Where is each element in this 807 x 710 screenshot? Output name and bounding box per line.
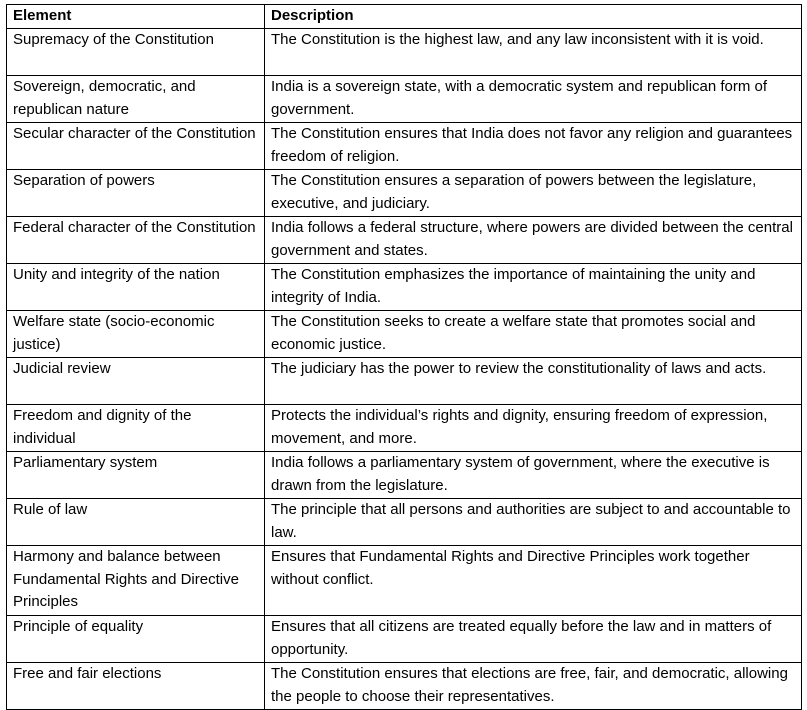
element-cell: Welfare state (socio-economic justice) (7, 311, 265, 358)
description-cell: India follows a federal structure, where powers are divided between the central government and states. (265, 217, 802, 264)
element-cell: Federal character of the Constitution (7, 217, 265, 264)
table-row (7, 311, 802, 358)
element-cell: Sovereign, democratic, and republican nature (7, 76, 265, 123)
header-element: Element (7, 5, 265, 29)
description-cell: The Constitution seeks to create a welfare state that promotes social and economic justice. (265, 311, 802, 358)
element-cell: Freedom and dignity of the individual (7, 405, 265, 452)
element-cell: Harmony and balance between Fundamental Rights and Directive Principles (7, 546, 265, 616)
element-cell: Rule of law (7, 499, 265, 546)
description-cell: The principle that all persons and authorities are subject to and accountable to law. (265, 499, 802, 546)
table-row (7, 76, 802, 123)
table-header-row (7, 5, 802, 29)
description-cell: Ensures that all citizens are treated equally before the law and in matters of opportunity. (265, 616, 802, 663)
element-cell: Parliamentary system (7, 452, 265, 499)
table-row (7, 405, 802, 452)
table-row (7, 170, 802, 217)
element-cell: Principle of equality (7, 616, 265, 663)
description-cell: Protects the individual’s rights and dignity, ensuring freedom of expression, movement, and more. (265, 405, 802, 452)
table-row (7, 123, 802, 170)
element-cell: Judicial review (7, 358, 265, 405)
table-row (7, 546, 802, 616)
description-cell: India follows a parliamentary system of government, where the executive is drawn from the legislature. (265, 452, 802, 499)
element-cell: Free and fair elections (7, 663, 265, 710)
description-cell: The Constitution ensures that elections are free, fair, and democratic, allowing the people to choose their representatives. (265, 663, 802, 710)
element-cell: Secular character of the Constitution (7, 123, 265, 170)
description-cell: India is a sovereign state, with a democratic system and republican form of government. (265, 76, 802, 123)
header-description: Description (265, 5, 802, 29)
table-row (7, 358, 802, 405)
table-row (7, 452, 802, 499)
description-cell: Ensures that Fundamental Rights and Directive Principles work together without conflict. (265, 546, 802, 616)
element-cell: Supremacy of the Constitution (7, 29, 265, 76)
table-row (7, 616, 802, 663)
table-row (7, 499, 802, 546)
description-cell: The judiciary has the power to review the constitutionality of laws and acts. (265, 358, 802, 405)
table-row (7, 29, 802, 76)
description-cell: The Constitution emphasizes the importance of maintaining the unity and integrity of India. (265, 264, 802, 311)
element-cell: Separation of powers (7, 170, 265, 217)
table-row (7, 264, 802, 311)
table-row (7, 663, 802, 710)
constitution-elements-table (6, 4, 802, 710)
table-row (7, 217, 802, 264)
description-cell: The Constitution ensures a separation of powers between the legislature, executive, and judiciary. (265, 170, 802, 217)
description-cell: The Constitution ensures that India does not favor any religion and guarantees freedom of religion. (265, 123, 802, 170)
element-cell: Unity and integrity of the nation (7, 264, 265, 311)
description-cell: The Constitution is the highest law, and any law inconsistent with it is void. (265, 29, 802, 76)
